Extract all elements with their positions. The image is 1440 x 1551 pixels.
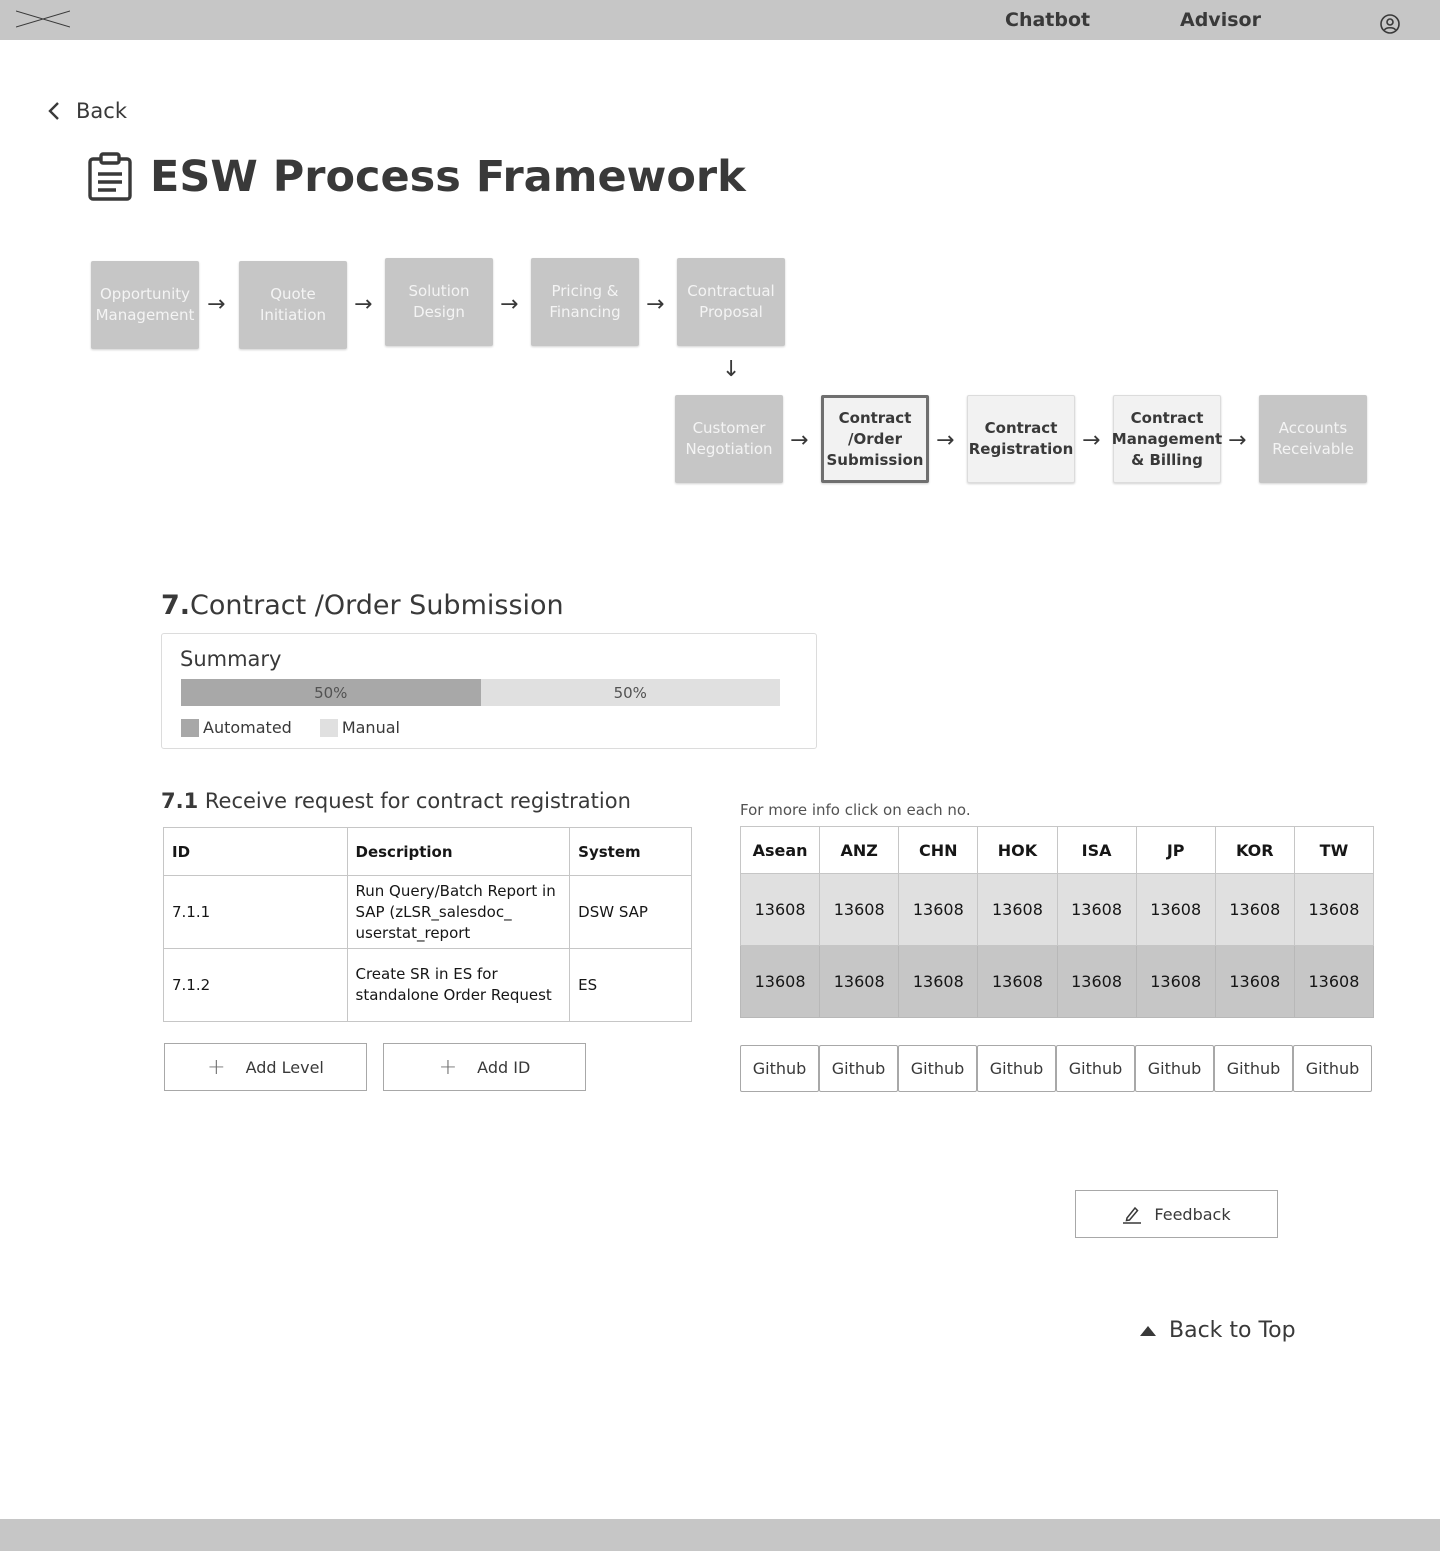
step-label: Customer Negotiation: [685, 419, 773, 458]
github-label: Github: [1305, 1059, 1360, 1078]
add-id-button[interactable]: [383, 1043, 586, 1091]
github-label: Github: [989, 1059, 1044, 1078]
arrow-right-icon: →: [790, 428, 809, 453]
cell-description: Run Query/Batch Report in SAP (zLSR_salesdoc_ userstat_report: [347, 876, 570, 949]
manual-swatch: [320, 719, 338, 737]
github-button-chn[interactable]: [898, 1045, 977, 1092]
page-title: ESW Process Framework: [150, 152, 746, 202]
step-solution-design[interactable]: [385, 258, 493, 346]
summary-card: [161, 633, 817, 749]
subsection-number: 7.1: [161, 789, 199, 813]
region-count-cell[interactable]: 13608: [1136, 946, 1215, 1018]
table-row[interactable]: [164, 949, 692, 1022]
region-row: [741, 946, 1374, 1018]
region-count-cell[interactable]: 13608: [978, 946, 1057, 1018]
summary-legend: [181, 718, 400, 737]
region-count-cell[interactable]: 13608: [820, 874, 899, 946]
region-header: JP: [1136, 827, 1215, 874]
footer-bar: [0, 1519, 1440, 1551]
step-label: Solution Design: [408, 282, 470, 321]
region-count-cell[interactable]: 13608: [899, 946, 978, 1018]
automated-segment: [181, 679, 481, 706]
region-count-cell[interactable]: 13608: [1057, 874, 1136, 946]
user-profile-icon[interactable]: [1379, 13, 1401, 35]
arrow-down-icon: ↓: [722, 357, 741, 382]
region-count-cell[interactable]: 13608: [741, 946, 820, 1018]
github-label: Github: [831, 1059, 886, 1078]
step-label: Contract /Order Submission: [826, 408, 924, 469]
region-count-cell[interactable]: 13608: [978, 874, 1057, 946]
manual-segment: [481, 679, 781, 706]
caret-up-icon: [1139, 1325, 1157, 1337]
table-row[interactable]: [164, 876, 692, 949]
cell-system: ES: [570, 949, 692, 1022]
step-label: Contractual Proposal: [687, 282, 775, 321]
edit-pencil-icon: [1122, 1204, 1142, 1224]
step-label: Opportunity Management: [95, 285, 195, 324]
plus-icon: +: [438, 1054, 458, 1080]
region-count-cell[interactable]: 13608: [899, 874, 978, 946]
back-to-top-label: Back to Top: [1169, 1318, 1296, 1343]
page-header: [86, 152, 746, 202]
arrow-right-icon: →: [207, 292, 226, 317]
plus-icon: +: [207, 1054, 226, 1080]
step-customer-negotiation[interactable]: [675, 395, 783, 483]
arrow-right-icon: →: [354, 292, 373, 317]
region-row: [741, 874, 1374, 946]
subsection-title: [161, 789, 631, 813]
step-quote-initiation[interactable]: [239, 261, 347, 349]
github-button-tw[interactable]: [1293, 1045, 1372, 1092]
region-count-cell[interactable]: 13608: [1215, 946, 1294, 1018]
back-link[interactable]: [46, 96, 127, 126]
add-level-button[interactable]: [164, 1043, 367, 1091]
step-contractual-proposal[interactable]: [677, 258, 785, 346]
github-button-jp[interactable]: [1135, 1045, 1214, 1092]
step-label: Quote Initiation: [259, 285, 327, 324]
github-label: Github: [1147, 1059, 1202, 1078]
logo-placeholder-icon[interactable]: [16, 9, 70, 29]
github-button-isa[interactable]: [1056, 1045, 1135, 1092]
col-header-id: ID: [164, 828, 348, 876]
col-header-system: System: [570, 828, 692, 876]
step-accounts-receivable[interactable]: [1259, 395, 1367, 483]
automated-percent: 50%: [314, 683, 348, 702]
summary-title: Summary: [180, 647, 282, 671]
activity-table: [163, 827, 692, 1022]
github-button-asean[interactable]: [740, 1045, 819, 1092]
region-header: CHN: [899, 827, 978, 874]
automation-progress-bar: [181, 679, 780, 706]
github-button-anz[interactable]: [819, 1045, 898, 1092]
nav-chatbot[interactable]: Chatbot: [1005, 9, 1091, 31]
region-count-cell[interactable]: 13608: [1215, 874, 1294, 946]
step-label: Contract Registration: [968, 419, 1074, 458]
region-count-cell[interactable]: 13608: [1294, 946, 1373, 1018]
region-count-cell[interactable]: 13608: [1057, 946, 1136, 1018]
step-label: Pricing & Financing: [549, 282, 621, 321]
github-label: Github: [910, 1059, 965, 1078]
region-count-cell[interactable]: 13608: [1136, 874, 1215, 946]
section-title: [161, 590, 564, 621]
region-header-row: [741, 827, 1374, 874]
cell-id: 7.1.1: [164, 876, 348, 949]
step-contract-management-billing[interactable]: [1113, 395, 1221, 483]
region-count-cell[interactable]: 13608: [741, 874, 820, 946]
github-label: Github: [1226, 1059, 1281, 1078]
add-id-label: Add ID: [477, 1057, 531, 1077]
step-label: Contract Management & Billing: [1111, 408, 1223, 469]
legend-manual: Manual: [341, 718, 400, 737]
region-header: KOR: [1215, 827, 1294, 874]
col-header-description: Description: [347, 828, 570, 876]
arrow-right-icon: →: [936, 428, 955, 453]
table-header-row: [164, 828, 692, 876]
info-note: For more info click on each no.: [740, 801, 971, 819]
github-button-hok[interactable]: [977, 1045, 1056, 1092]
back-label: Back: [76, 99, 127, 123]
step-opportunity-management[interactable]: [91, 261, 199, 349]
nav-advisor[interactable]: Advisor: [1180, 9, 1261, 31]
clipboard-icon: [86, 152, 134, 202]
region-header: HOK: [978, 827, 1057, 874]
step-label: Accounts Receivable: [1272, 419, 1354, 458]
arrow-right-icon: →: [1082, 428, 1101, 453]
cell-description: Create SR in ES for standalone Order Request: [347, 949, 570, 1022]
arrow-right-icon: →: [500, 292, 519, 317]
region-count-cell[interactable]: 13608: [1294, 874, 1373, 946]
step-contract-order-submission[interactable]: [821, 395, 929, 483]
step-contract-registration[interactable]: [967, 395, 1075, 483]
region-header: ISA: [1057, 827, 1136, 874]
github-button-kor[interactable]: [1214, 1045, 1293, 1092]
region-count-cell[interactable]: 13608: [820, 946, 899, 1018]
chevron-left-icon: [46, 100, 62, 122]
legend-automated: Automated: [203, 718, 292, 737]
arrow-right-icon: →: [1228, 428, 1247, 453]
region-header: Asean: [741, 827, 820, 874]
manual-percent: 50%: [613, 683, 647, 702]
region-header: ANZ: [820, 827, 899, 874]
step-pricing-financing[interactable]: [531, 258, 639, 346]
cell-id: 7.1.2: [164, 949, 348, 1022]
section-number: 7.: [161, 590, 191, 621]
top-bar: [0, 0, 1440, 40]
github-label: Github: [1068, 1059, 1123, 1078]
automated-swatch: [181, 719, 199, 737]
region-grid: [740, 826, 1374, 1018]
region-header: TW: [1294, 827, 1373, 874]
cell-system: DSW SAP: [570, 876, 692, 949]
feedback-label: Feedback: [1154, 1204, 1231, 1224]
add-level-label: Add Level: [245, 1057, 324, 1077]
back-to-top-link[interactable]: [1139, 1318, 1296, 1343]
section-name: Contract /Order Submission: [190, 590, 564, 621]
subsection-name: Receive request for contract registration: [204, 789, 631, 813]
arrow-right-icon: →: [646, 292, 665, 317]
github-label: Github: [752, 1059, 807, 1078]
feedback-button[interactable]: [1075, 1190, 1278, 1238]
